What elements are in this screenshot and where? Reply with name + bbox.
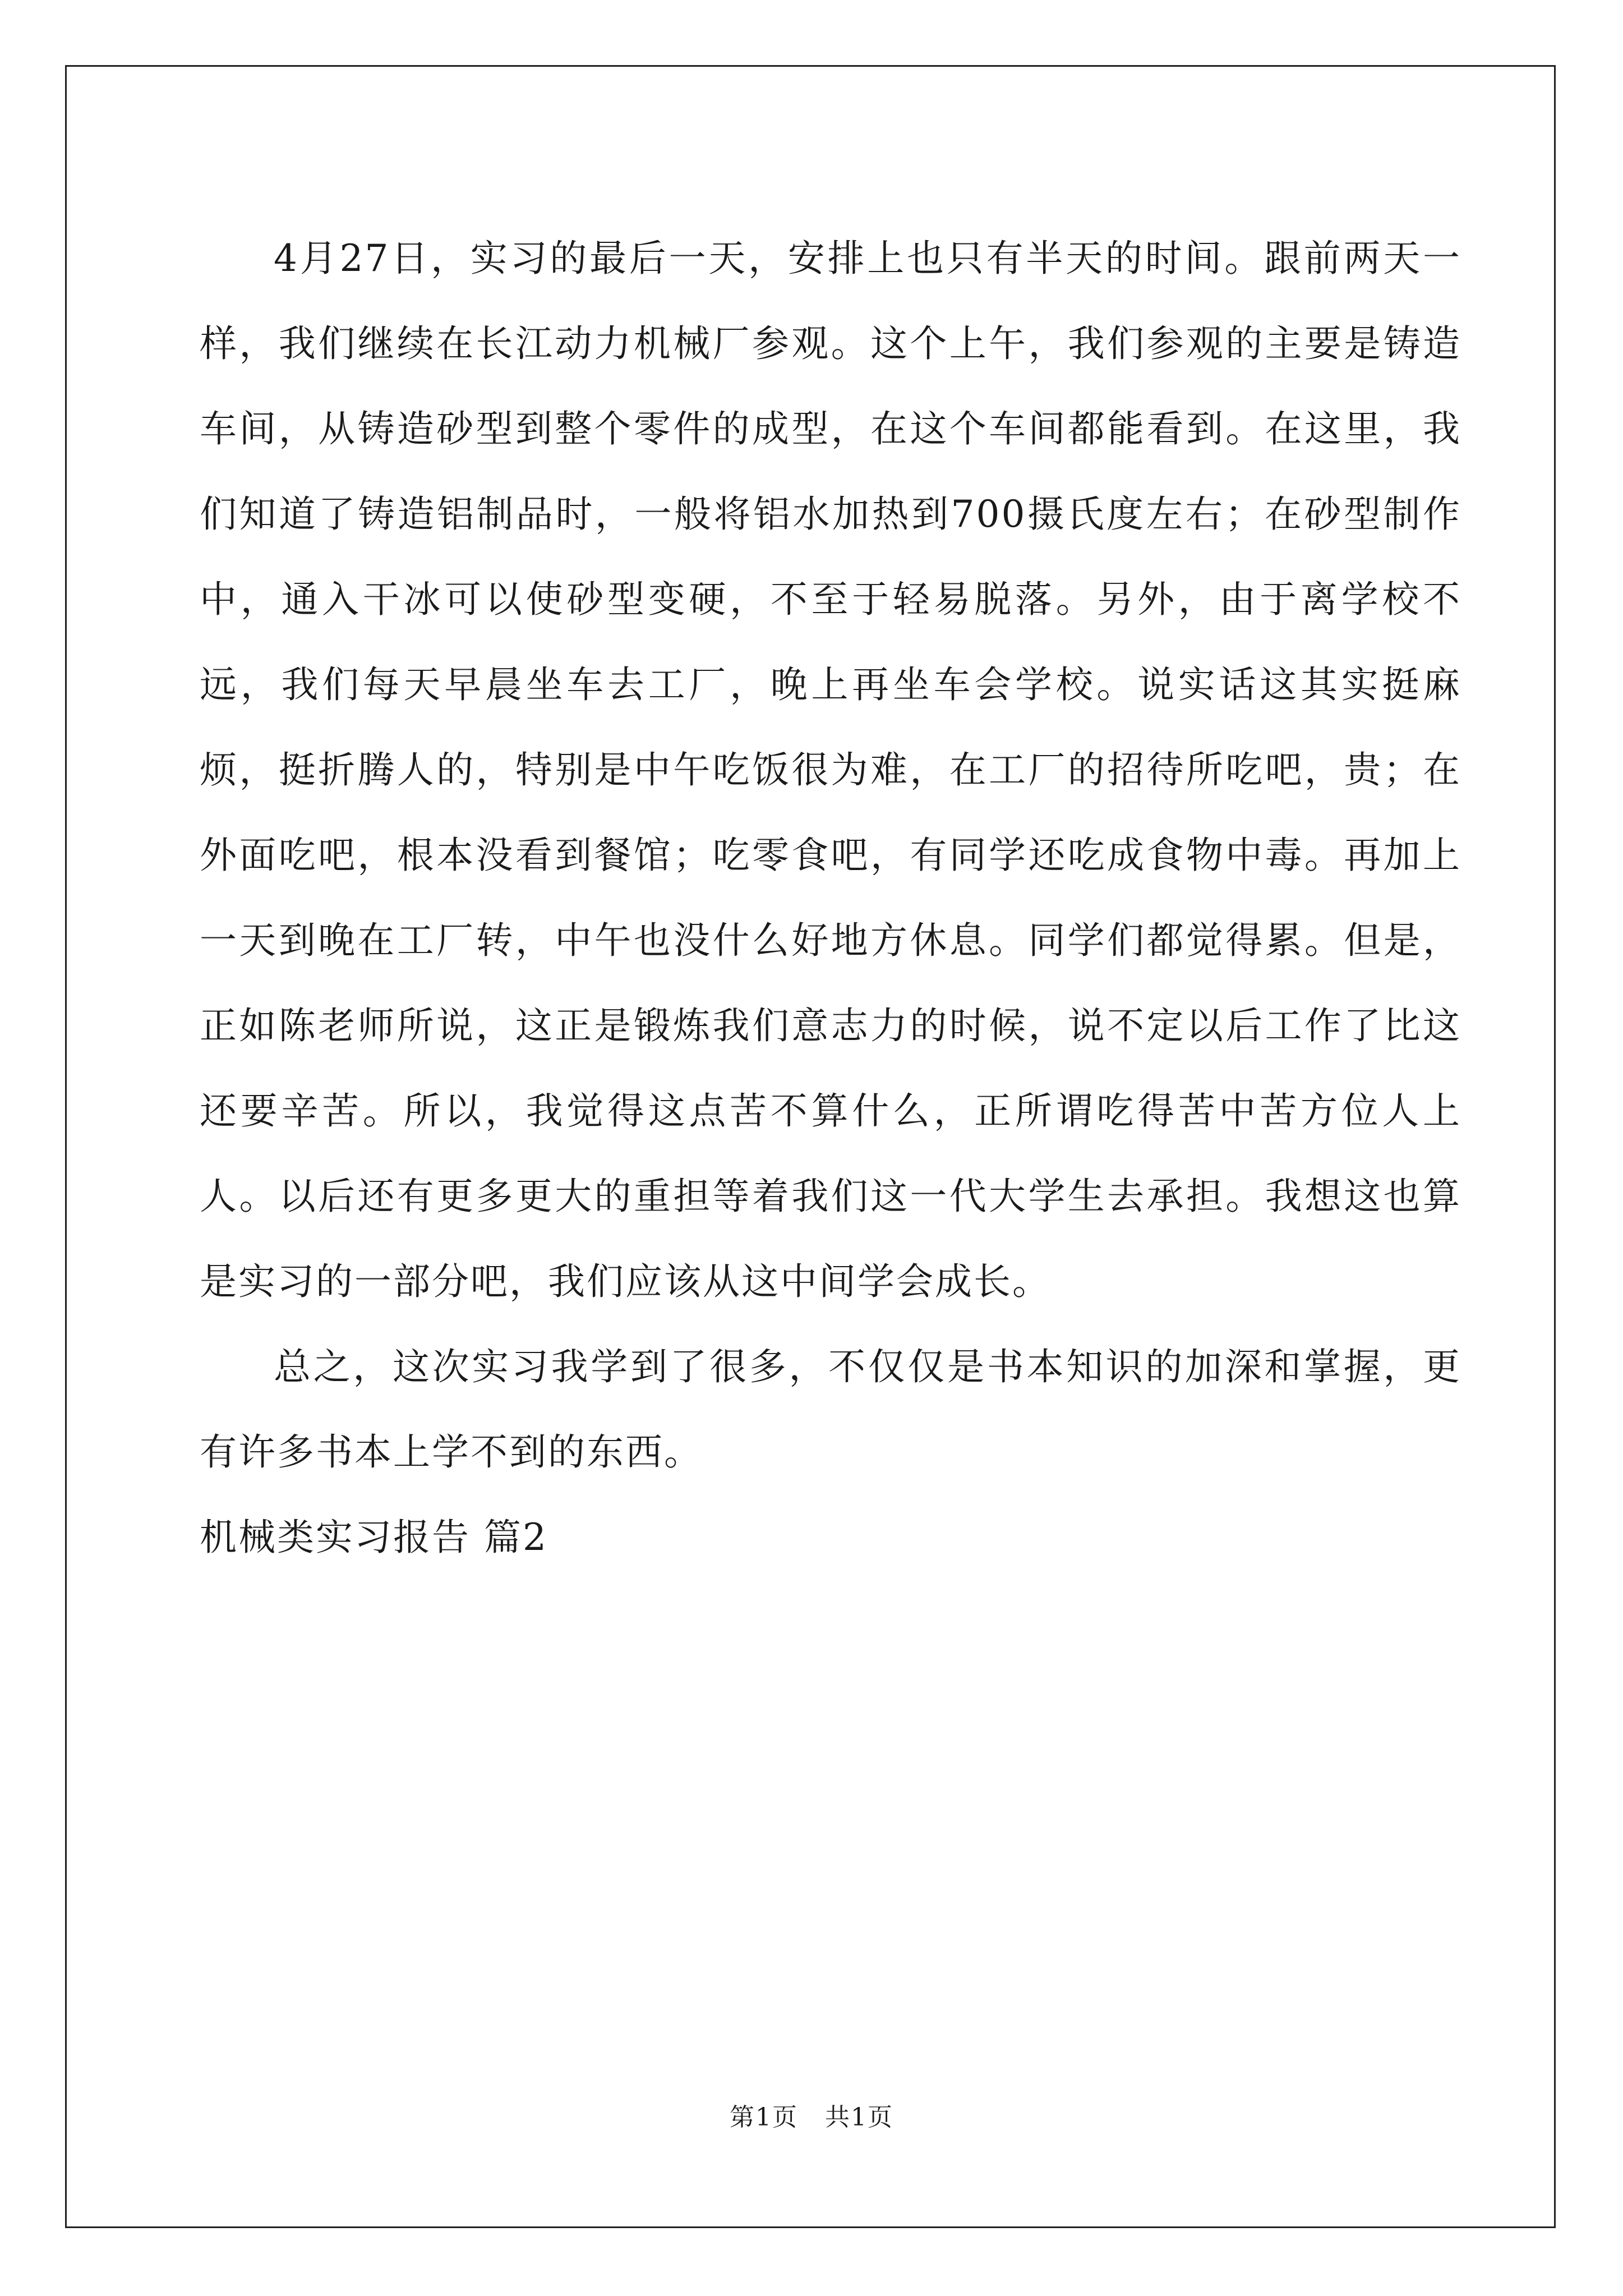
section-heading: 机械类实习报告 篇2 xyxy=(200,1516,548,1559)
document-body xyxy=(200,216,1461,1580)
paragraph-1: 4月27日，实习的最后一天，安排上也只有半天的时间。跟前两天一样，我们继续在长江动力机械厂参观。这个上午，我们参观的主要是铸造车间，从铸造砂型到整个零件的成型，在这个车间都能看到。在这里，我们知道了铸造铝制品时，一般将铝水加热到700摄氏度左右；在砂型制作中，通入干冰可以使砂型变硬，不至于轻易脱落。另外，由于离学校不远，我们每天早晨坐车去工厂，晚上再坐车会学校。说实话这其实挺麻烦，挺折腾人的，特别是中午吃饭很为难，在工厂的招待所吃吧，贵；在外面吃吧，根本没看到餐馆；吃零食吧，有同学还吃成食物中毒。再加上一天到晚在工厂转，中午也没什么好地方休息。同学们都觉得累。但是，正如陈老师所说，这正是锻炼我们意志力的时候，说不定以后工作了比这还要辛苦。所以，我觉得这点苦不算什么，正所谓吃得苦中苦方位人上人。以后还有更多更大的重担等着我们这一代大学生去承担。我想这也算是实习的一部分吧，我们应该从这中间学会成长。 xyxy=(200,237,1461,1303)
paragraph-2: 总之，这次实习我学到了很多，不仅仅是书本知识的加深和掌握，更有许多书本上学不到的东西。 xyxy=(200,1345,1461,1474)
page-footer: 第1页 共1页 xyxy=(730,2103,893,2132)
